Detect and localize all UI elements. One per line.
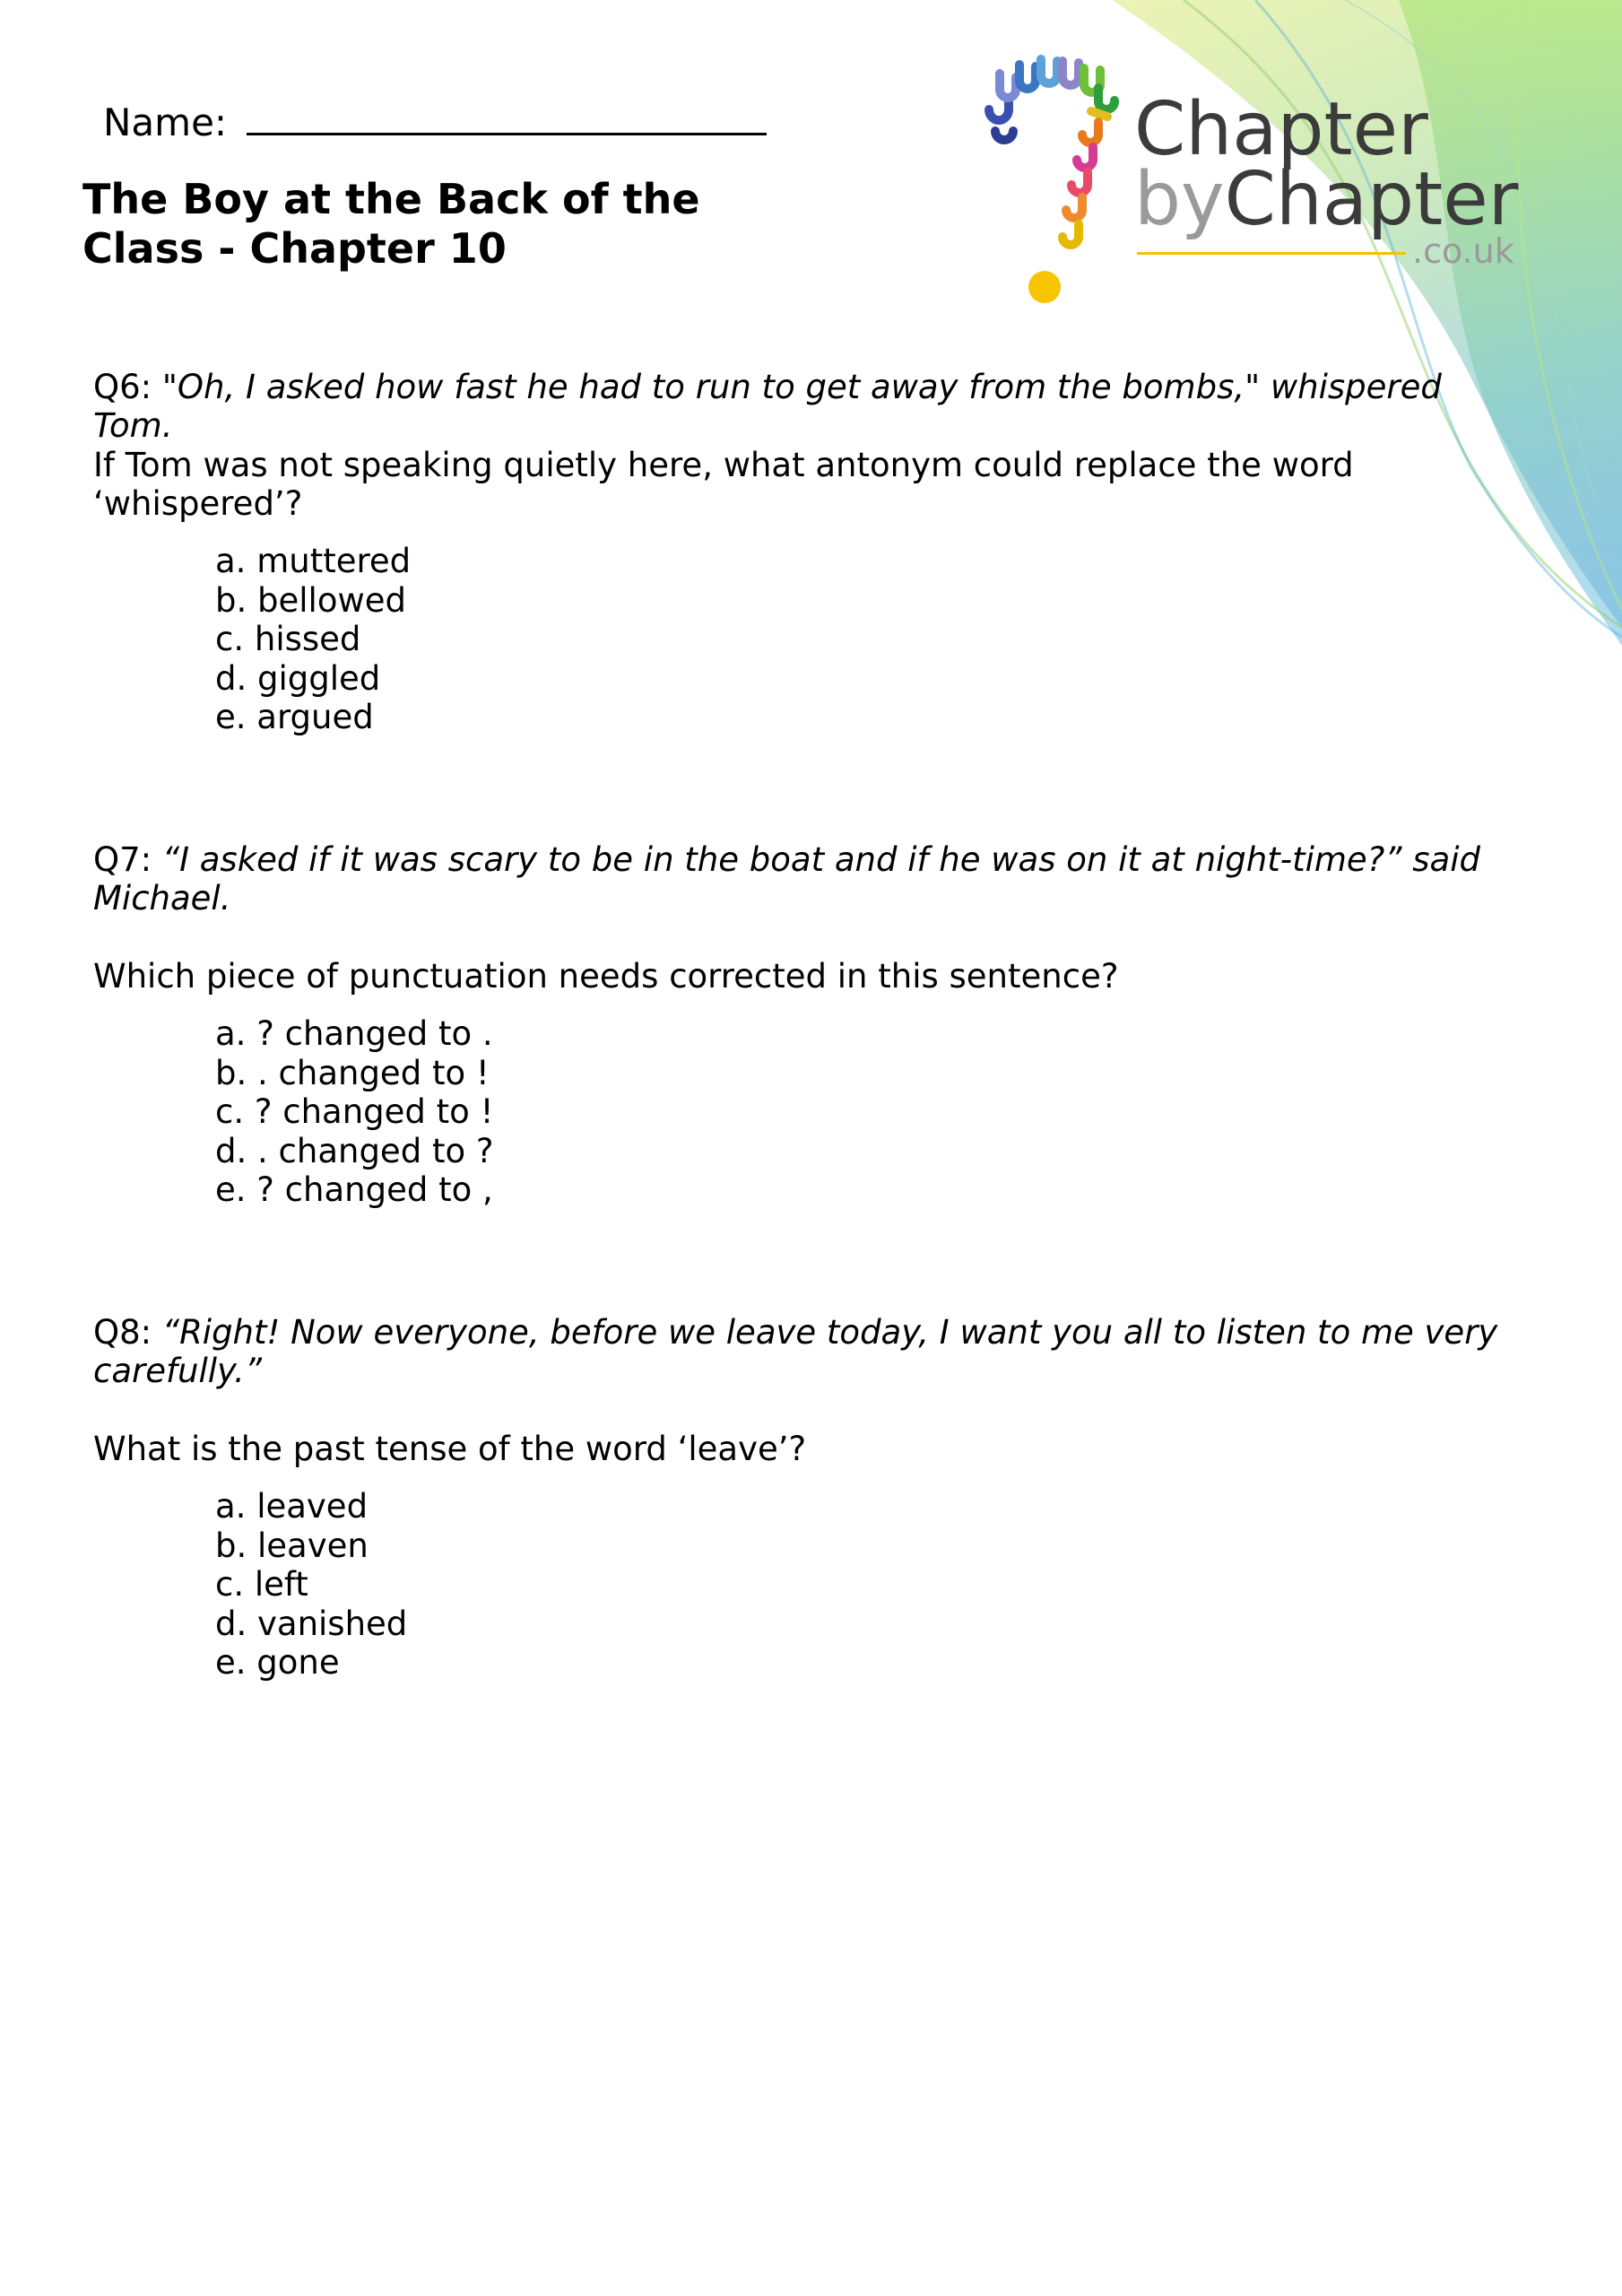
option-c[interactable]: c. hissed	[215, 620, 361, 658]
brand-chapter: Chapter	[1224, 157, 1519, 242]
name-label: Name:	[103, 100, 228, 144]
brand-domain: .co.uk	[1412, 231, 1514, 271]
question-7-options	[215, 1014, 494, 1210]
question-6-options	[215, 542, 411, 737]
brand-line-2	[1134, 157, 1519, 242]
name-field	[103, 90, 767, 144]
worksheet-title	[82, 175, 764, 274]
question-number: Q8:	[93, 1313, 152, 1352]
title-line-2: Class - Chapter 10	[82, 224, 507, 273]
option-b[interactable]: b. . changed to !	[215, 1053, 490, 1092]
brand-line-1: Chapter	[1134, 87, 1428, 172]
brand-by: by	[1134, 157, 1225, 242]
question-quote: “I asked if it was scary to be in the boat and if he was on it at night-time?” said Michael.	[93, 840, 1480, 918]
name-blank-line[interactable]	[247, 90, 767, 135]
option-b[interactable]: b. leaven	[215, 1526, 369, 1565]
question-quote: “Right! Now everyone, before we leave today, I want you all to listen to me very carefully.”	[93, 1313, 1498, 1390]
brand-underline	[1137, 252, 1406, 255]
option-d[interactable]: d. . changed to ?	[215, 1131, 494, 1170]
option-a[interactable]: a. ? changed to .	[215, 1014, 493, 1053]
option-d[interactable]: d. giggled	[215, 658, 381, 698]
question-6-quote	[93, 368, 1528, 445]
option-a[interactable]: a. muttered	[215, 542, 412, 580]
question-6-prompt: If Tom was not speaking quietly here, what antonym could replace the word ‘whispered’?	[93, 446, 1354, 523]
option-e[interactable]: e. argued	[215, 698, 374, 736]
question-quote: "Oh, I asked how fast he had to run to get away from the bombs," whispered Tom.	[93, 368, 1442, 445]
option-e[interactable]: e. gone	[215, 1643, 340, 1682]
question-7-quote	[93, 840, 1528, 918]
option-c[interactable]: c. ? changed to !	[215, 1092, 494, 1131]
option-c[interactable]: c. left	[215, 1565, 308, 1604]
option-d[interactable]: d. vanished	[215, 1604, 408, 1643]
question-7-prompt: Which piece of punctuation needs corrected in this sentence?	[93, 957, 1119, 996]
question-number: Q7:	[93, 840, 152, 879]
question-8-options	[215, 1487, 407, 1683]
title-line-1: The Boy at the Back of the	[82, 175, 700, 223]
option-a[interactable]: a. leaved	[215, 1487, 369, 1526]
question-8-prompt: What is the past tense of the word ‘leave’?	[93, 1430, 807, 1468]
option-e[interactable]: e. ? changed to ,	[215, 1170, 493, 1209]
question-number: Q6:	[93, 368, 152, 406]
option-b[interactable]: b. bellowed	[215, 580, 406, 620]
question-8-quote	[93, 1313, 1528, 1390]
